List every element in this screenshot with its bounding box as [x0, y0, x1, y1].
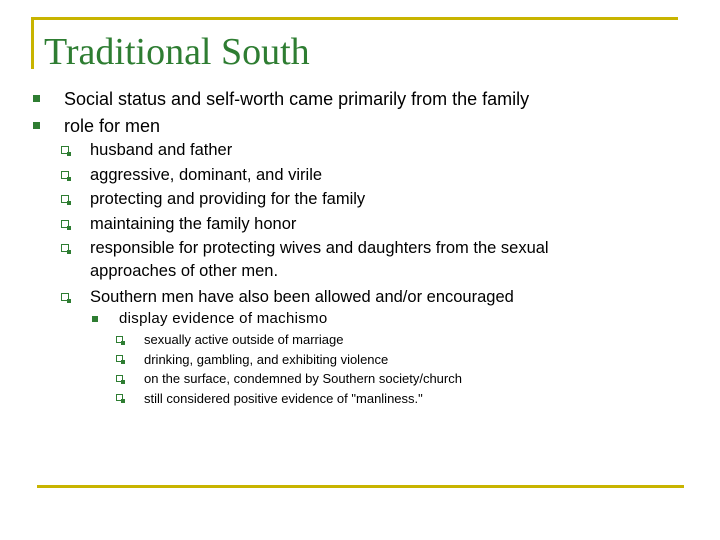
hollow-square-bullet-icon — [61, 244, 69, 252]
frame-bottom-rule — [37, 485, 684, 488]
hollow-square-bullet-icon — [116, 375, 123, 382]
hollow-square-bullet-icon — [116, 394, 123, 401]
hollow-square-bullet-icon — [116, 336, 123, 343]
bullet-text: role for men — [64, 116, 161, 136]
frame-left-rule — [31, 17, 34, 69]
square-bullet-icon — [33, 122, 40, 129]
hollow-square-bullet-icon — [61, 195, 69, 203]
sub-bullet-text: aggressive, dominant, and virile — [90, 166, 323, 184]
sub-bullet-text: protecting and providing for the family — [90, 190, 366, 208]
sub-bullet-text-continuation: approaches of other men. — [90, 262, 279, 280]
sub-bullet-text: maintaining the family honor — [90, 215, 297, 233]
slide-title: Traditional South — [44, 31, 310, 73]
sub-bullet-text: Southern men have also been allowed and/or encouraged — [90, 288, 514, 306]
hollow-square-bullet-icon — [61, 146, 69, 154]
hollow-square-bullet-icon — [61, 171, 69, 179]
square-bullet-icon — [92, 316, 98, 322]
frame-top-rule — [31, 17, 678, 20]
hollow-square-bullet-icon — [61, 220, 69, 228]
hollow-square-bullet-icon — [116, 355, 123, 362]
bullet-text: Social status and self-worth came primarily from the family — [64, 89, 530, 109]
level4-text: still considered positive evidence of "manliness." — [144, 391, 423, 406]
sub-bullet-text: responsible for protecting wives and daughters from the sexual — [90, 239, 549, 257]
square-bullet-icon — [33, 95, 40, 102]
level4-text: sexually active outside of marriage — [144, 332, 344, 347]
level4-text: drinking, gambling, and exhibiting violence — [144, 352, 389, 367]
hollow-square-bullet-icon — [61, 293, 69, 301]
level4-text: on the surface, condemned by Southern society/church — [144, 371, 462, 386]
level3-text: display evidence of machismo — [119, 310, 328, 327]
sub-bullet-text: husband and father — [90, 141, 233, 159]
